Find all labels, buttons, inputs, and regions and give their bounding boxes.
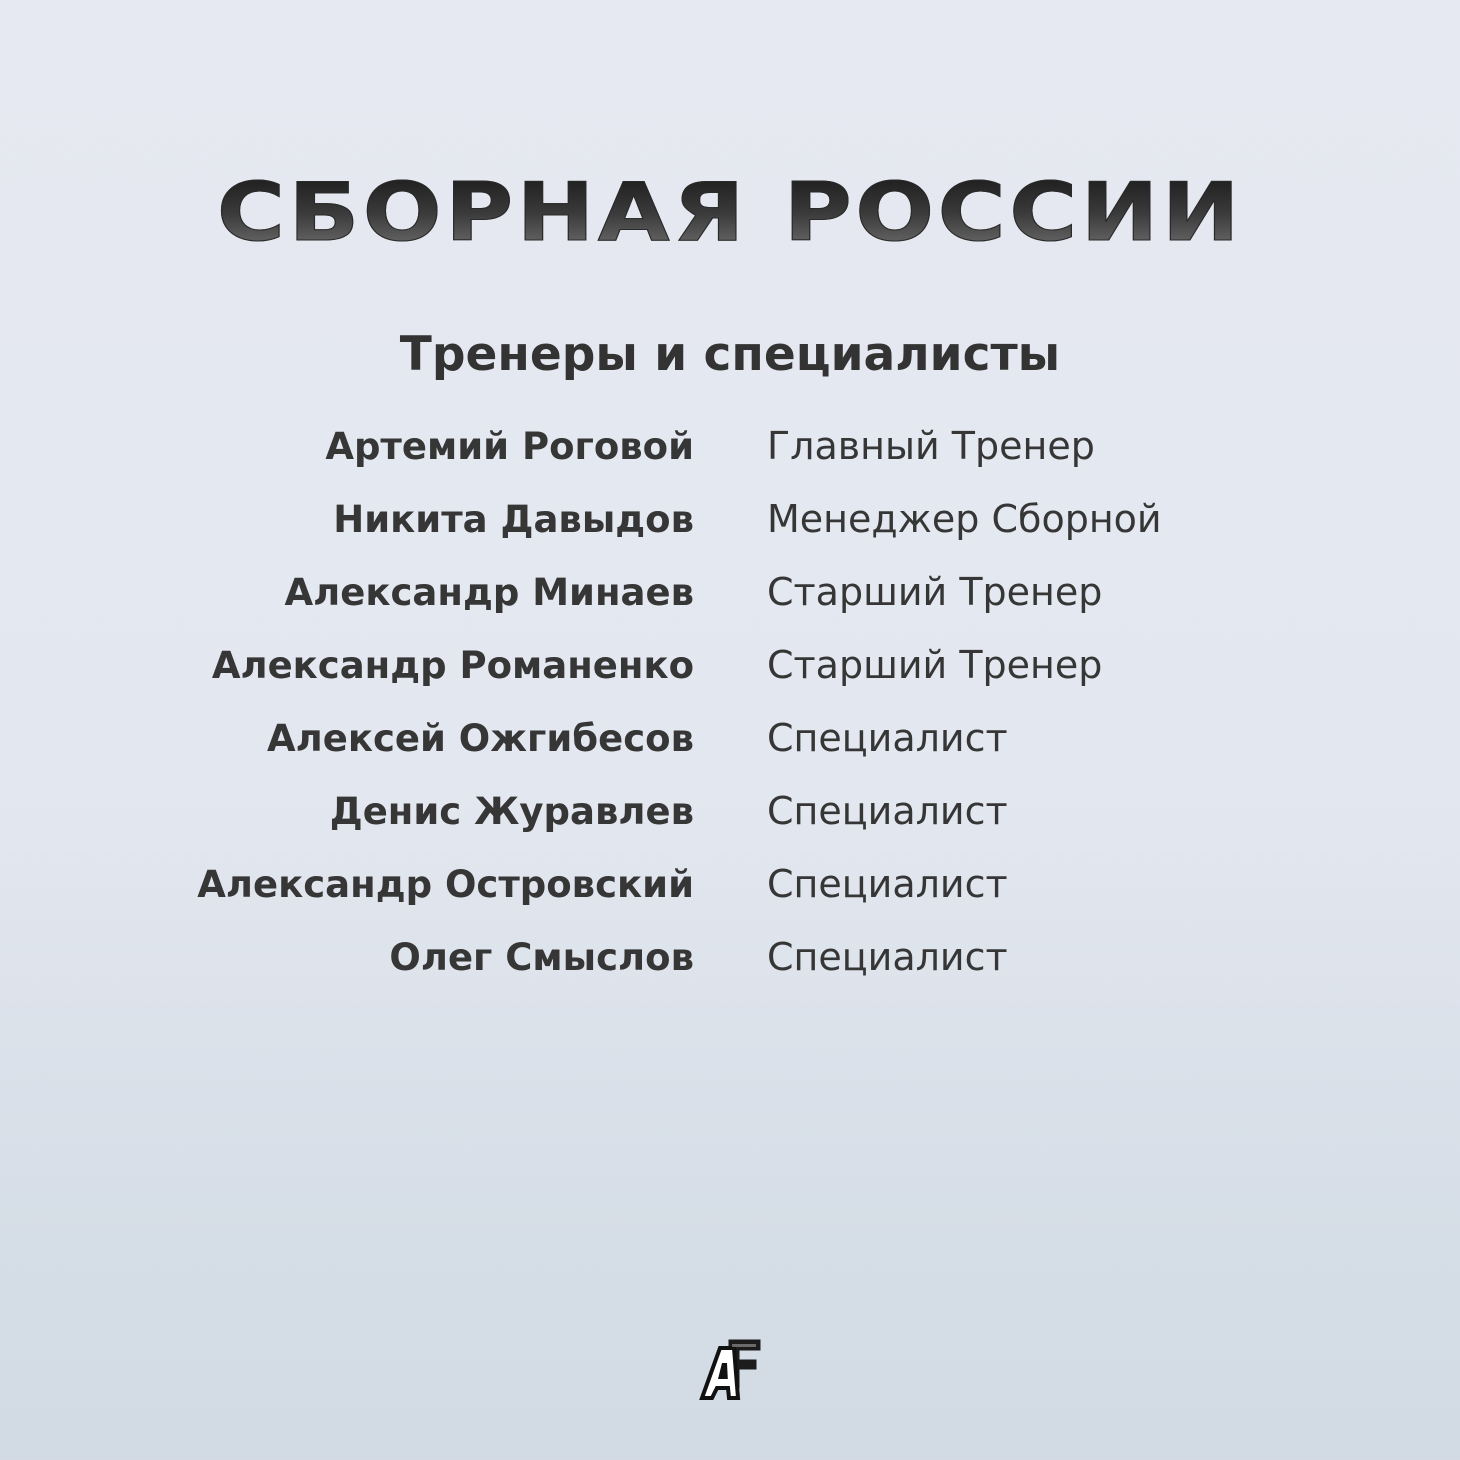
staff-name: Денис Журавлев [329,790,694,833]
page-title: СБОРНАЯ РОССИИ [0,165,1460,261]
staff-name: Олег Смыслов [389,936,694,979]
staff-row [0,483,1460,556]
staff-role: Специалист [767,789,1008,833]
staff-row [0,921,1460,994]
staff-name: Александр Островский [197,863,694,906]
staff-role: Менеджер Сборной [767,497,1162,541]
staff-row [0,775,1460,848]
staff-row [0,410,1460,483]
staff-row [0,848,1460,921]
af-logo-icon [698,1336,764,1402]
staff-name: Александр Минаев [284,571,694,614]
staff-role: Специалист [767,935,1008,979]
staff-name: Александр Романенко [211,644,694,687]
staff-role: Старший Тренер [767,570,1103,614]
staff-name: Алексей Ожгибесов [267,717,694,760]
staff-role: Специалист [767,862,1008,906]
staff-role: Старший Тренер [767,643,1103,687]
staff-row [0,629,1460,702]
staff-role: Специалист [767,716,1008,760]
staff-name: Никита Давыдов [333,498,694,541]
staff-row [0,702,1460,775]
staff-name: Артемий Роговой [325,425,694,468]
staff-role: Главный Тренер [767,424,1095,468]
section-subtitle: Тренеры и специалисты [399,327,1061,382]
staff-row [0,556,1460,629]
staff-list [0,410,1460,994]
